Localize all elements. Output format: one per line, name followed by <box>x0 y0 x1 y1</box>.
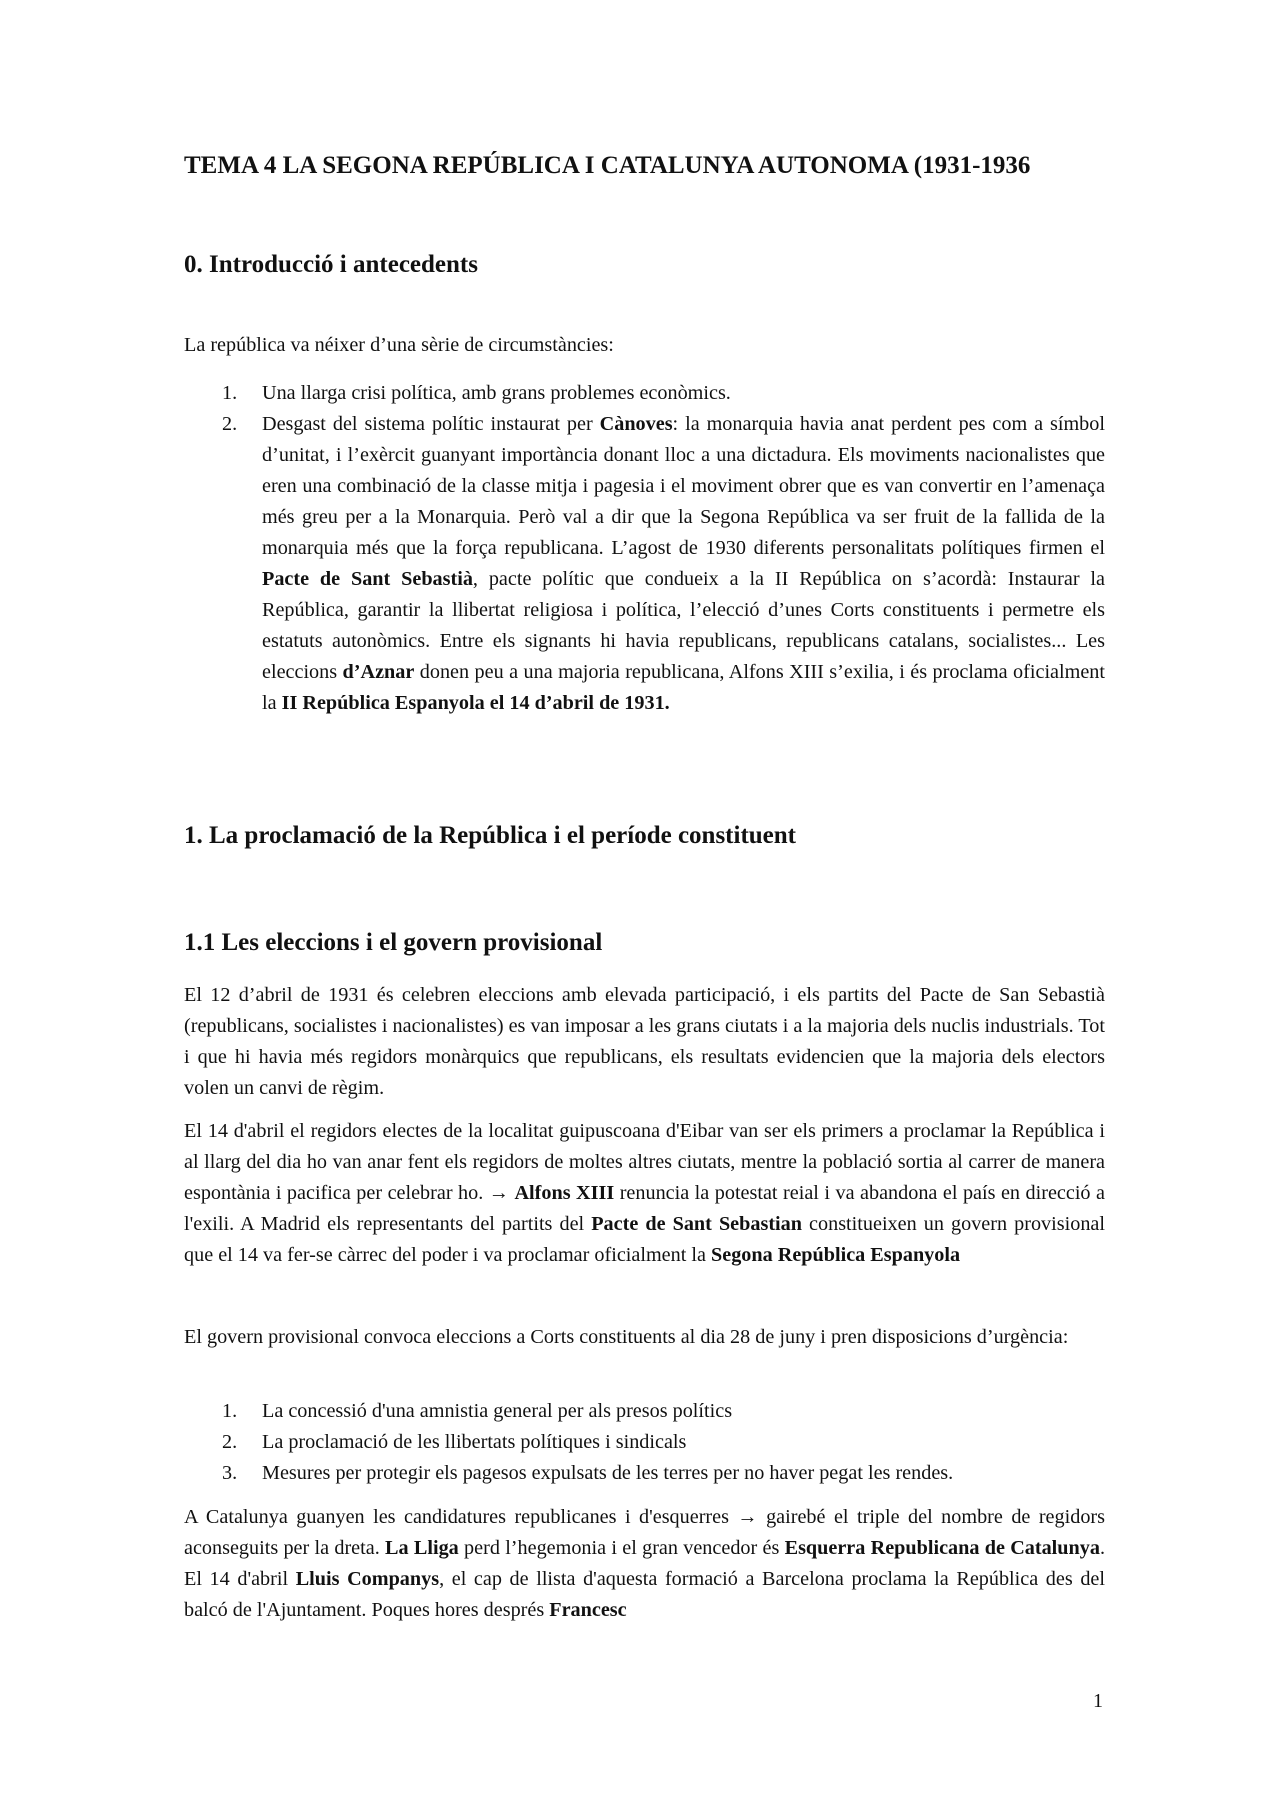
list-number: 3. <box>222 1462 238 1484</box>
paragraph-text: constitueixen un govern provisional que el 14 va fer-se càrrec del poder i va proclamar oficialment la <box>184 1213 1105 1266</box>
paragraph-text: perd l’hegemonia i el gran vencedor és <box>458 1537 785 1559</box>
list-number: 1. <box>222 382 238 404</box>
list-number: 2. <box>222 413 238 435</box>
list-text: Desgast del sistema polític instaurat per <box>262 413 600 435</box>
list-item <box>184 409 1105 719</box>
bold-text: Pacte de Sant Sebastian <box>591 1213 802 1235</box>
paragraph-elections: El 12 d’abril de 1931 és celebren eleccions amb elevada participació, i els partits del Pacte de San Sebastià (republicans, socialistes i nacionalistes) es van imposar a les grans ciutats i a la majoria dels nuclis industrials. Tot i que hi havia més regidors monàrquics que republicans, els resultats evidencien que la majoria dels electors volen un canvi de règim. <box>184 984 1106 1099</box>
list-text: La concessió d'una amnistia general per als presos polítics <box>262 1400 733 1422</box>
section-heading-1-1: 1.1 Les eleccions i el govern provisional <box>184 929 603 956</box>
paragraph-provisional-government: El govern provisional convoca eleccions a Corts constituents al dia 28 de juny i pren disposicions d’urgència: <box>184 1326 1069 1348</box>
section-heading-intro: 0. Introducció i antecedents <box>184 251 478 278</box>
list-item <box>184 378 1105 409</box>
bold-text: d’Aznar <box>342 661 415 683</box>
paragraph-text: , el cap de llista d'aquesta formació a Barcelona proclama la República des del balcó de l'Ajuntament. Poques hores després <box>184 1568 1105 1621</box>
bold-text: Esquerra Republicana de Catalunya <box>784 1537 1100 1559</box>
section-heading-1: 1. La proclamació de la República i el període constituent <box>184 822 797 849</box>
list-text: Una llarga crisi política, amb grans problemes econòmics. <box>262 382 731 404</box>
list-text: , pacte polític que condueix a la II República on s’acordà: Instaurar la República, garantir la llibertat religiosa i política, l’elecció d’unes Corts constituents i permetre els estatuts autonòmics. Entre els signants hi havia republicans, republicans catalans, socialistes... Les eleccions <box>262 568 1105 683</box>
bold-text: Lluis Companys <box>295 1568 440 1590</box>
bold-text: La Lliga <box>385 1537 459 1559</box>
bold-text: Segona República Espanyola <box>711 1244 961 1266</box>
bold-text: Cànoves <box>599 413 673 435</box>
intro-list <box>184 378 1105 719</box>
list-item <box>184 1458 1105 1489</box>
list-number: 2. <box>222 1431 238 1453</box>
list-text: Mesures per protegir els pagesos expulsats de les terres per no haver pegat les rendes. <box>262 1462 954 1484</box>
paragraph-text: . El 14 d'abril <box>184 1537 1105 1590</box>
paragraph-catalonia <box>184 1502 1105 1626</box>
list-number: 1. <box>222 1400 238 1422</box>
paragraph-proclamation <box>184 1116 1105 1271</box>
list-item <box>184 1396 1105 1427</box>
page-number: 1 <box>1093 1690 1103 1712</box>
bold-text: Pacte de Sant Sebastià <box>262 568 473 590</box>
document-title: TEMA 4 LA SEGONA REPÚBLICA I CATALUNYA AUTONOMA (1931-1936 <box>184 152 1031 179</box>
bold-text: Alfons XIII <box>514 1182 615 1204</box>
paragraph-text: El 14 d'abril el regidors electes de la localitat guipuscoana d'Eibar van ser els primers a proclamar la República i al llarg del dia ho van anar fent els regidors de moltes altres ciutats, mentre la població sortia al carrer de manera espontània i pacifica per celebrar ho. → <box>184 1120 1105 1204</box>
paragraph-text: A Catalunya guanyen les candidatures republicanes i d'esquerres → gairebé el triple del nombre de regidors aconseguits per la dreta. <box>184 1506 1105 1559</box>
measures-list <box>184 1396 1105 1489</box>
bold-text: Francesc <box>549 1599 627 1621</box>
intro-lead-paragraph: La república va néixer d’una sèrie de circumstàncies: <box>184 334 614 356</box>
list-text: La proclamació de les llibertats polítiques i sindicals <box>262 1431 687 1453</box>
list-text: donen peu a una majoria republicana, Alfons XIII s’exilia, i és proclama oficialment la <box>262 661 1105 714</box>
bold-text: II República Espanyola el 14 d’abril de 1931. <box>281 692 670 714</box>
list-item <box>184 1427 1105 1458</box>
paragraph-text: renuncia la potestat reial i va abandona el país en direcció a l'exili. A Madrid els representants del partits del <box>184 1182 1105 1235</box>
list-text: : la monarquia havia anat perdent pes com a símbol d’unitat, i l’exèrcit guanyant importància donant lloc a una dictadura. Els moviments nacionalistes que eren una combinació de la classe mitja i pagesia i el moviment obrer que es van convertir en l’amenaça més greu per a la Monarquia. Però val a dir que la Segona República va ser fruit de la fallida de la monarquia més que la força republicana. L’agost de 1930 diferents personalitats polítiques firmen el <box>262 413 1105 559</box>
